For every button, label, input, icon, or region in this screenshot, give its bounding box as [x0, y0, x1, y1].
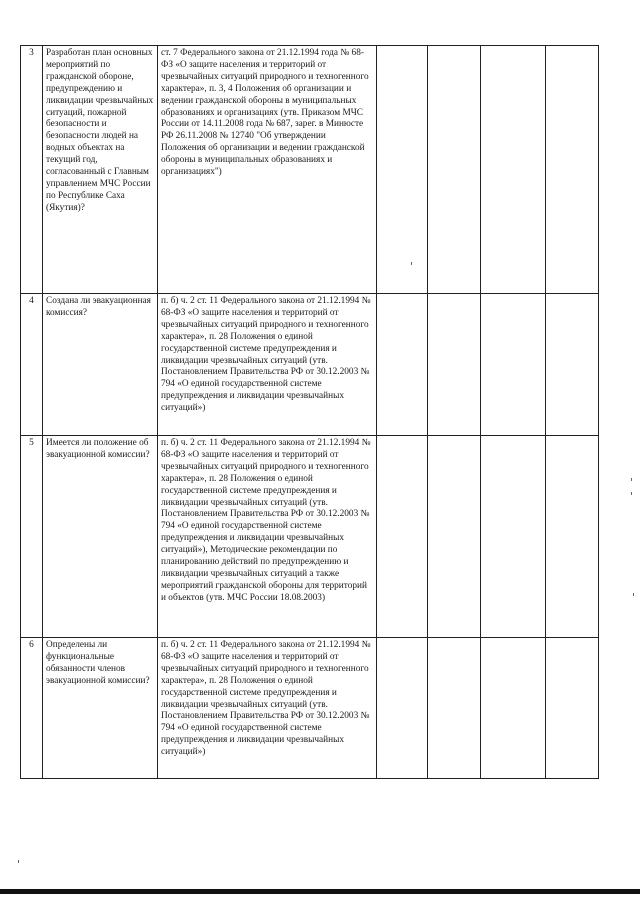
scan-speck — [18, 860, 19, 863]
row-number: 3 — [21, 46, 43, 294]
table-row — [21, 46, 599, 294]
legal-reference: п. б) ч. 2 ст. 11 Федерального закона от 21.12.1994 № 68-ФЗ «О защите населения и территорий от чрезвычайных ситуаций природного и техногенного характера», п. 28 Положения о единой государственной системе предупреждения и ликвидации чрезвычайных ситуаций (утв. Постановлением Правительства РФ от 30.12.2003 № 794 «О единой государственной системе предупреждения и ликвидации чрезвычайных ситуаций») — [158, 638, 377, 779]
answer-na-cell — [481, 46, 546, 294]
answer-no-cell — [428, 436, 481, 638]
table-row — [21, 436, 599, 638]
answer-yes-cell — [377, 436, 428, 638]
requirement-question: Определены ли функциональные обязанности членов эвакуационной комиссии? — [43, 638, 158, 779]
remark-cell — [546, 294, 599, 436]
legal-reference: п. б) ч. 2 ст. 11 Федерального закона от 21.12.1994 № 68-ФЗ «О защите населения и территорий от чрезвычайных ситуаций природного и техногенного характера», п. 28 Положения о единой государственной системе предупреждения и ликвидации чрезвычайных ситуаций (утв. Постановлением Правительства РФ от 30.12.2003 № 794 «О единой государственной системе предупреждения и ликвидации чрезвычайных ситуаций»), Методические рекомендации по планированию действий по предупреждению и ликвидации чрезвычайных ситуаций а также мероприятий гражданской обороны для территорий и объектов (утв. МЧС России 18.08.2003) — [158, 436, 377, 638]
scan-speck — [631, 478, 632, 481]
scan-edge-bar — [0, 889, 640, 894]
row-number: 5 — [21, 436, 43, 638]
row-number: 4 — [21, 294, 43, 436]
legal-reference: п. б) ч. 2 ст. 11 Федерального закона от 21.12.1994 № 68-ФЗ «О защите населения и территорий от чрезвычайных ситуаций природного и техногенного характера», п. 28 Положения о единой государственной системе предупреждения и ликвидации чрезвычайных ситуаций (утв. Постановлением Правительства РФ от 30.12.2003 № 794 «О единой государственной системе предупреждения и ликвидации чрезвычайных ситуаций») — [158, 294, 377, 436]
answer-yes-cell — [377, 294, 428, 436]
scan-speck — [633, 593, 634, 596]
requirement-question: Имеется ли положение об эвакуационной комиссии? — [43, 436, 158, 638]
remark-cell — [546, 46, 599, 294]
answer-yes-cell — [377, 638, 428, 779]
requirement-question: Разработан план основных мероприятий по гражданской обороне, предупреждению и ликвидации чрезвычайных ситуаций, пожарной безопасности и безопасности людей на водных объектах на текущий год, согласованный с Главным управлением МЧС России по Республике Саха (Якутия)? — [43, 46, 158, 294]
legal-reference: ст. 7 Федерального закона от 21.12.1994 года № 68-ФЗ «О защите населения и территорий от чрезвычайных ситуаций природного и техногенного характера», п. 3, 4 Положения об организации и ведении гражданской обороны в муниципальных образованиях и организациях (утв. Приказом МЧС России от 14.11.2008 года № 687, зарег. в Минюсте РФ 26.11.2008 № 12740 "Об утверждении Положения об организации и ведении гражданской обороны в муниципальных образованиях и организациях") — [158, 46, 377, 294]
remark-cell — [546, 436, 599, 638]
table-row — [21, 638, 599, 779]
scan-speck — [411, 262, 412, 265]
answer-na-cell — [481, 436, 546, 638]
remark-cell — [546, 638, 599, 779]
table-row — [21, 294, 599, 436]
row-number: 6 — [21, 638, 43, 779]
answer-yes-cell — [377, 46, 428, 294]
checklist-table — [20, 45, 599, 779]
answer-no-cell — [428, 638, 481, 779]
requirement-question: Создана ли эвакуационная комиссия? — [43, 294, 158, 436]
answer-no-cell — [428, 46, 481, 294]
answer-na-cell — [481, 294, 546, 436]
scan-speck — [631, 492, 632, 495]
answer-no-cell — [428, 294, 481, 436]
answer-na-cell — [481, 638, 546, 779]
